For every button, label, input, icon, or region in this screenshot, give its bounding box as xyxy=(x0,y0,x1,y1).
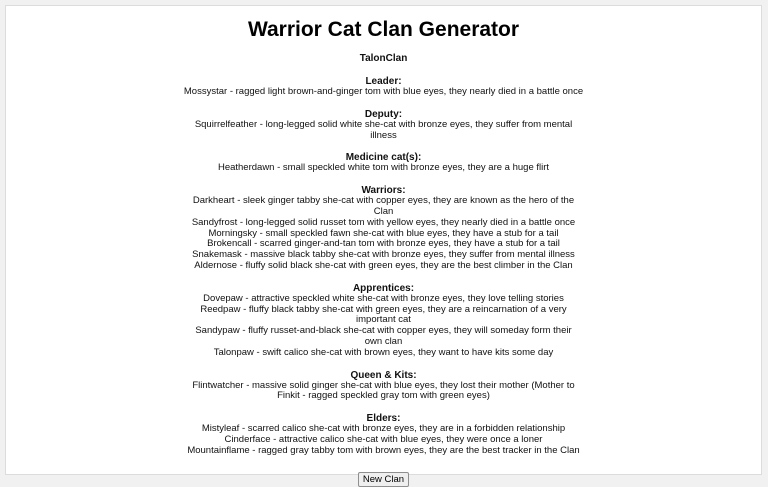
deputy-section xyxy=(6,109,761,142)
apprentices-heading: Apprentices: xyxy=(352,282,415,294)
leader-entry: Mossystar - ragged light brown-and-ginger tom with blue eyes, they nearly died in a battle once xyxy=(183,86,584,97)
generator-card xyxy=(5,5,762,485)
clan-name: TalonClan xyxy=(359,53,408,64)
medicine-entry: Heatherdawn - small speckled white tom with bronze eyes, they are a huge flirt xyxy=(217,162,550,174)
medicine-heading: Medicine cat(s): xyxy=(345,152,422,164)
new-clan-button[interactable]: New Clan xyxy=(358,472,409,487)
leader-section xyxy=(6,76,761,98)
apprentice-entry: Talonpaw - swift calico she-cat with brown eyes, they want to have kits some day xyxy=(213,346,554,358)
warrior-entry: Aldernose - fluffy solid black she-cat with green eyes, they are the best climber in the Clan xyxy=(194,259,573,271)
page-title: Warrior Cat Clan Generator xyxy=(247,18,520,41)
warrior-entry: Morningsky - small speckled fawn she-cat with blue eyes, they have a stub for a tail xyxy=(208,227,559,239)
queen-entry: Flintwatcher - massive solid ginger she-cat with blue eyes, they lost their mother (Mother to Finkit - ragged speckled gray tom with green eyes) xyxy=(192,379,575,402)
deputy-entry: Squirrelfeather - long-legged solid white she-cat with bronze eyes, they suffer from mental illness xyxy=(194,118,573,141)
queens-section xyxy=(6,370,761,403)
button-row xyxy=(6,469,761,487)
warrior-entry: Snakemask - massive black tabby she-cat with bronze eyes, they suffer from mental illness xyxy=(192,249,575,261)
apprentice-entry: Dovepaw - attractive speckled white she-cat with bronze eyes, they love telling stories xyxy=(203,292,564,304)
apprentice-entry: Reedpaw - fluffy black tabby she-cat with green eyes, they are a reincarnation of a very important cat xyxy=(200,303,567,326)
medicine-section xyxy=(6,152,761,174)
elders-heading: Elders: xyxy=(366,413,401,425)
apprentice-entry: Sandypaw - fluffy russet-and-black she-cat with copper eyes, they will someday form their own clan xyxy=(195,325,572,347)
deputy-heading: Deputy: xyxy=(364,108,403,120)
elder-entry: Mistyleaf - scarred calico she-cat with bronze eyes, they are in a forbidden relationship xyxy=(201,423,566,435)
apprentices-section xyxy=(6,283,761,359)
warrior-entry: Sandyfrost - long-legged solid russet tom with yellow eyes, they nearly died in a battle once xyxy=(191,216,576,228)
warriors-section xyxy=(6,185,761,272)
elders-section xyxy=(6,413,761,456)
warriors-heading: Warriors: xyxy=(361,185,406,197)
queens-heading: Queen & Kits: xyxy=(350,369,417,381)
elder-entry: Mountainflame - ragged gray tabby tom with brown eyes, they are the best tracker in the Clan xyxy=(187,444,580,456)
elder-entry: Cinderface - attractive calico she-cat with blue eyes, they were once a loner xyxy=(224,433,543,445)
leader-heading: Leader: xyxy=(365,76,402,87)
warrior-entry: Darkheart - sleek ginger tabby she-cat with copper eyes, they are known as the hero of the Clan xyxy=(192,195,575,217)
warrior-entry: Brokencall - scarred ginger-and-tan tom with bronze eyes, they have a stub for a tail xyxy=(207,238,560,250)
